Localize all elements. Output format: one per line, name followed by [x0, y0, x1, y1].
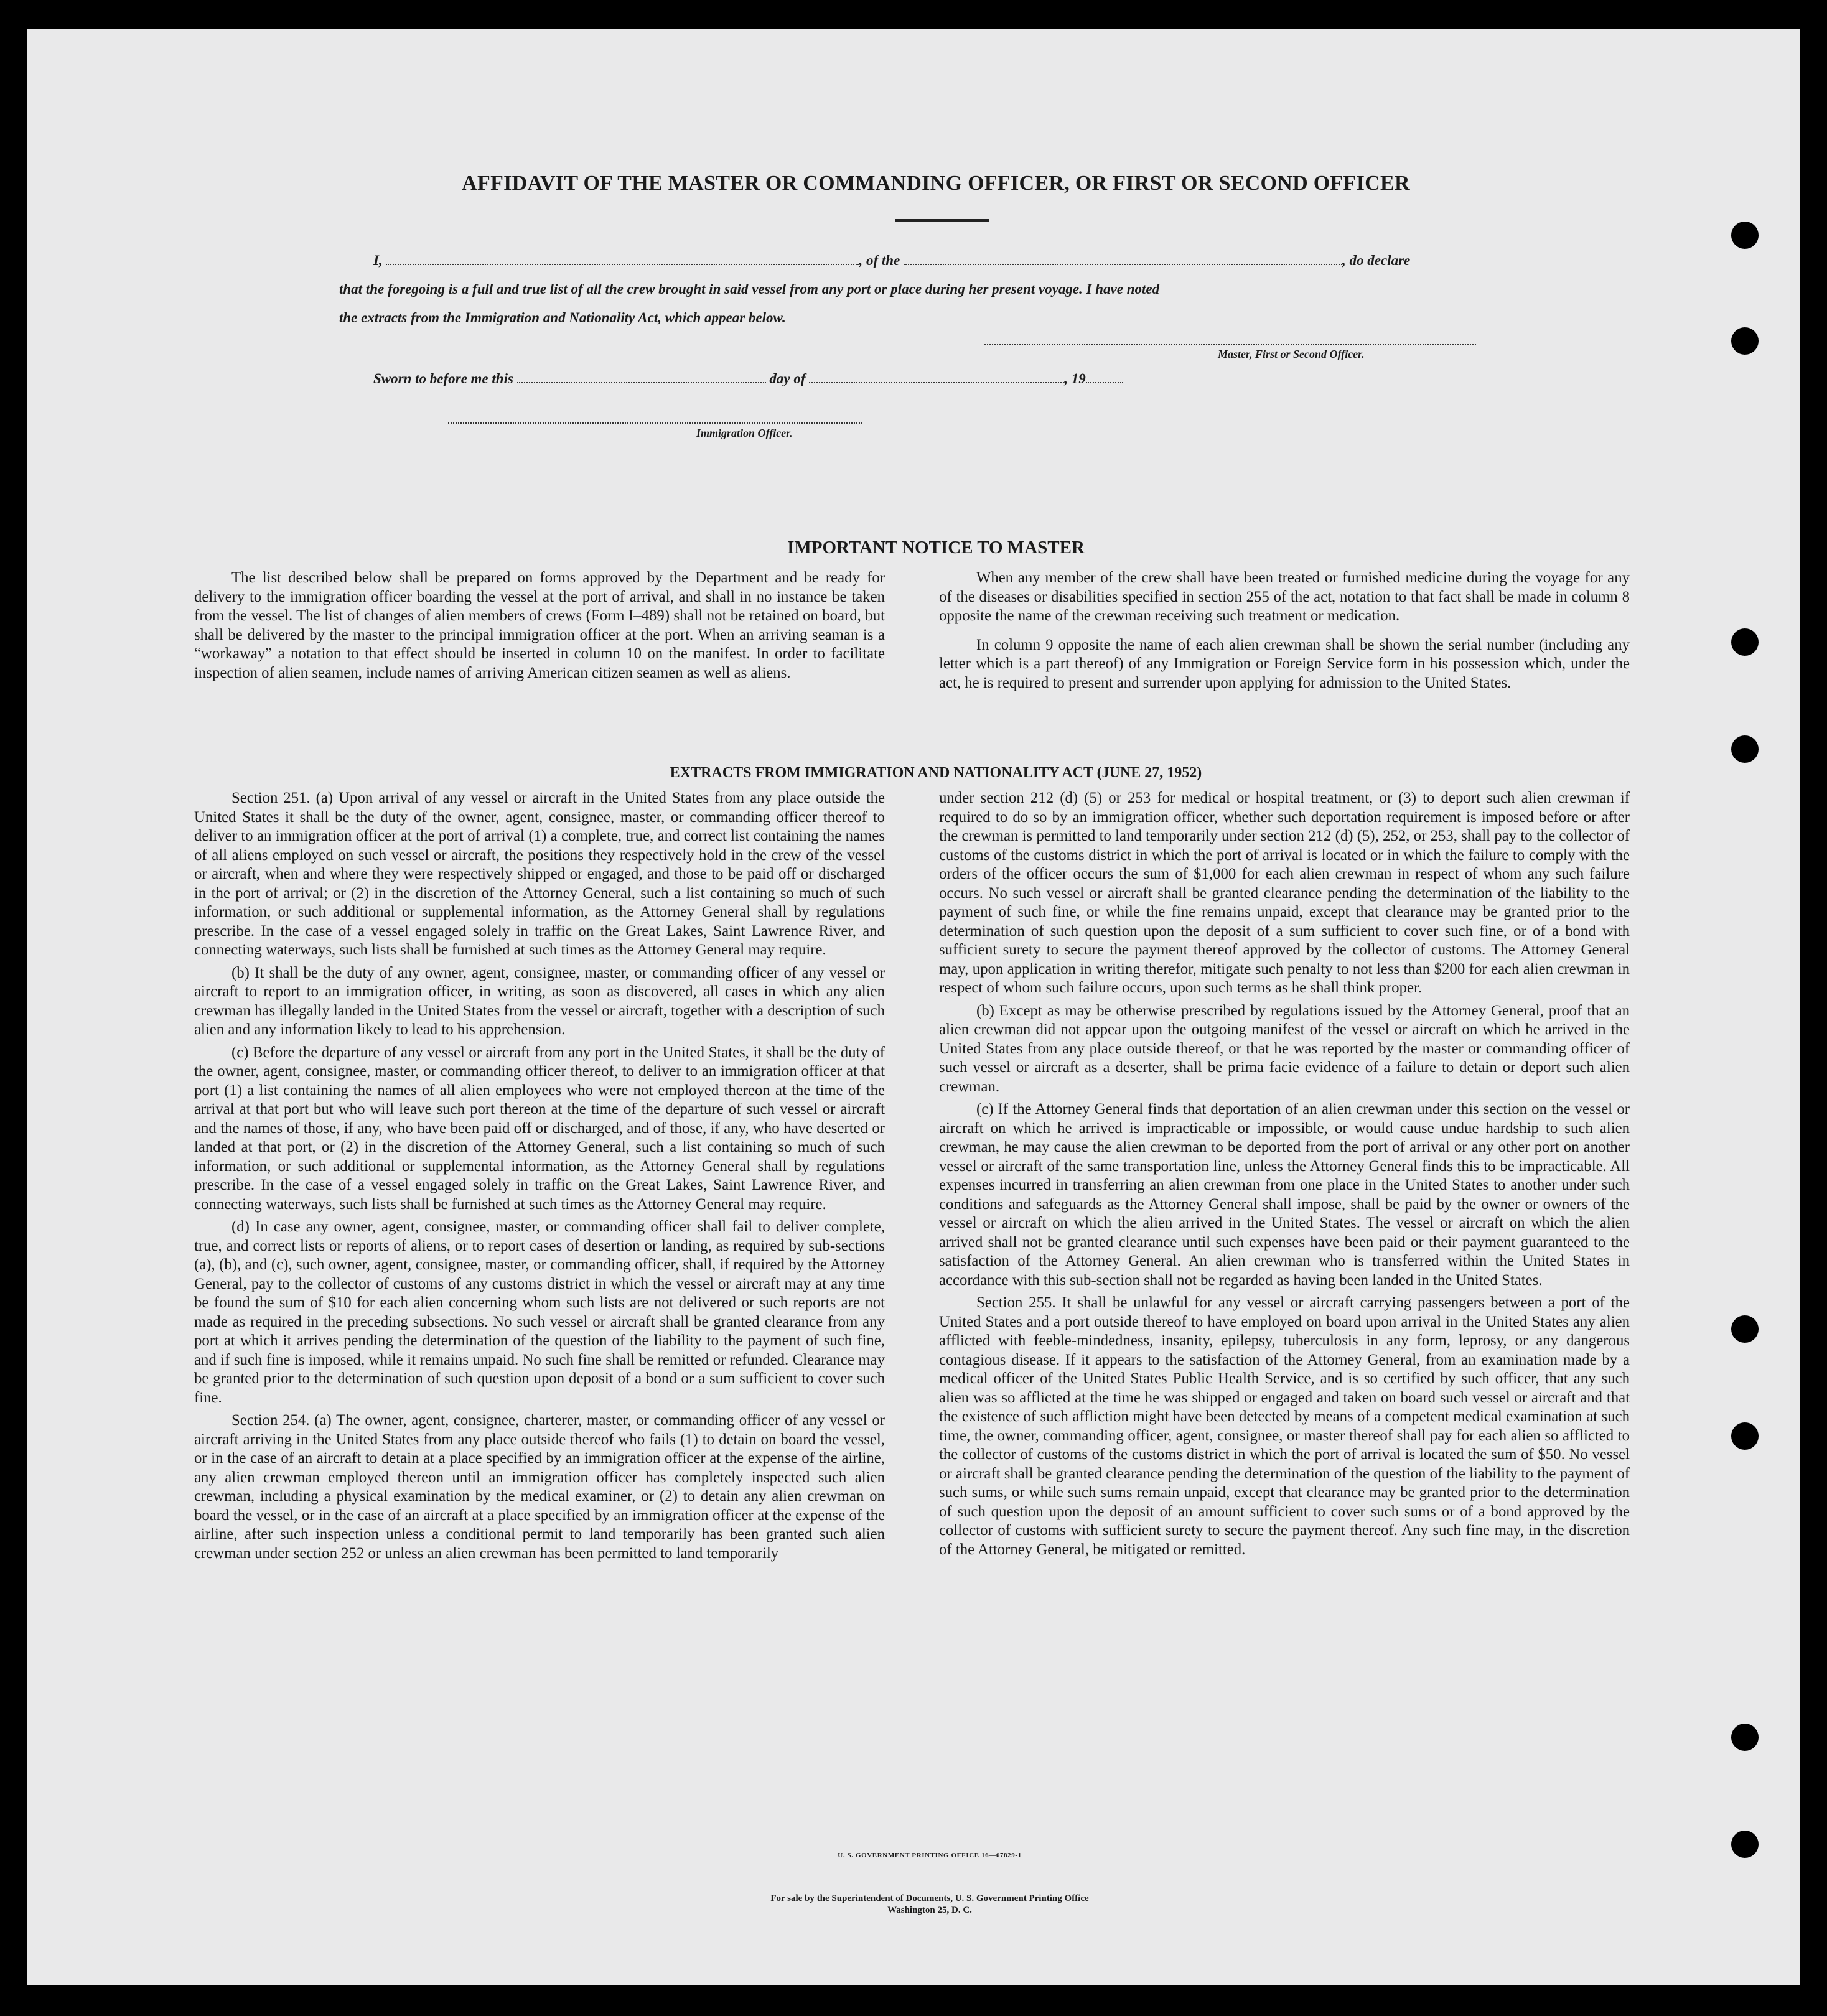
section-254-b: (b) Except as may be otherwise prescribed by regulations issued by the Attorney General, proof that an alien crewman did not appear upon the outgoing manifest of the vessel or aircraft on which he arrived in the United States from any place outside thereof, or that he was reported by the master or commanding officer of such vessel or aircraft as a deserter, shall be prima facie evidence of a failure to detain or deport such alien crewman.	[939, 1002, 1630, 1095]
declaration-line-1	[373, 253, 1410, 269]
sale-line-2: Washington 25, D. C.	[887, 1905, 972, 1915]
notice-left-column	[194, 569, 885, 683]
master-signature-line[interactable]	[984, 344, 1476, 345]
notice-right-column	[939, 569, 1630, 693]
extracts-left-column	[194, 789, 885, 1567]
sworn-day-of-label: day of	[769, 371, 806, 386]
vessel-name-field[interactable]	[904, 255, 1342, 265]
sale-notice	[587, 1893, 1272, 1916]
section-251-b: (b) It shall be the duty of any owner, agent, consignee, master, or commanding officer of any vessel or aircraft to report to an immigration officer, in writing, as soon as discovered, all cases in which any alien crewman has illegally landed in the United States from the vessel or aircraft, together with a description of such alien and any information likely to lead to his apprehension.	[194, 964, 885, 1038]
binder-hole	[1731, 628, 1759, 656]
gpo-imprint: U. S. GOVERNMENT PRINTING OFFICE 16—67829-1	[838, 1852, 1022, 1859]
notice-right-paragraph-2: In column 9 opposite the name of each alien crewman shall be shown the serial number (including any letter which is a part thereof) of any Immigration or Foreign Service form in his possession which, under the act, he is required to present and surrender upon applying for admission to the United States.	[939, 636, 1630, 691]
section-254-c: (c) If the Attorney General finds that deportation of an alien crewman under this section on the vessel or aircraft on which he arrived is impracticable or impossible, or would cause undue hardship to such alien crewman, he may cause the alien crewman to be deported from the port of arrival or any other port on another vessel or aircraft of the same transportation line, unless the Attorney General finds this to be impracticable. All expenses incurred in transferring an alien crewman from one place in the United States to another under such conditions and safeguards as the Attorney General shall impose, shall be paid by the owner or owners of the vessel or aircraft on which the alien arrived in the United States. The vessel or aircraft on which the alien arrived shall not be granted clearance until such expenses have been paid or their payment guaranteed to the satisfaction of the Attorney General. An alien crewman who is transferred within the United States in accordance with this sub-section shall not be regarded as having been landed in the United States.	[939, 1101, 1630, 1289]
declarant-name-field[interactable]	[386, 255, 859, 265]
declaration-line-2: that the foregoing is a full and true list of all the crew brought in said vessel from any port or place during her present voyage. I have noted	[339, 281, 1160, 297]
binder-hole	[1731, 1315, 1759, 1343]
binder-hole	[1731, 1724, 1759, 1751]
section-251-a: Section 251. (a) Upon arrival of any vessel or aircraft in the United States from any place outside the United States it shall be the duty of the owner, agent, consignee, master, or commanding officer thereof to deliver to an immigration officer at the port of arrival (1) a complete, true, and correct list containing the names of all aliens employed on such vessel or aircraft, the positions they respectively hold in the crew of the vessel or aircraft, when and where they were respectively shipped or engaged, and those to be paid off or discharged in the port of arrival; or (2) in the discretion of the Attorney General, such a list containing so much of such information, or such additional or supplemental information, as the Attorney General shall by regulations prescribe. In the case of a vessel engaged solely in traffic on the Great Lakes, Saint Lawrence River, and connecting waterways, such lists shall be furnished at such times as the Attorney General may require.	[194, 790, 885, 958]
extracts-right-column	[939, 789, 1630, 1563]
sworn-day-field[interactable]	[517, 373, 766, 383]
immigration-officer-label: Immigration Officer.	[696, 427, 793, 439]
master-signature-label: Master, First or Second Officer.	[1218, 348, 1365, 360]
binder-hole	[1731, 735, 1759, 763]
do-declare-label: , do declare	[1342, 253, 1411, 268]
sale-line-1: For sale by the Superintendent of Documents, U. S. Government Printing Office	[770, 1893, 1089, 1903]
title-rule	[895, 219, 989, 222]
declarant-label: I,	[373, 253, 383, 268]
declaration-line-3: the extracts from the Immigration and Nationality Act, which appear below.	[339, 310, 786, 325]
binder-hole	[1731, 222, 1759, 249]
section-251-d: (d) In case any owner, agent, consignee, master, or commanding officer shall fail to deliver complete, true, and correct lists or reports of aliens, or to report cases of desertion or landing, as required by sub-sections (a), (b), and (c), such owner, agent, consignee, master, or commanding officer, shall, if required by the Attorney General, pay to the collector of customs of any customs district in which the vessel or aircraft may at any time be found the sum of $10 for each alien concerning whom such lists are not delivered or such reports are not made as required in the preceding subsections. No such vessel or aircraft shall be granted clearance from any port at which it arrives pending the determination of the question of the liability to the payment of such fine, and if such fine is imposed, while it remains unpaid. No such fine shall be remitted or refunded. Clearance may be granted prior to the determination of such question upon deposit of a bond or a sum sufficient to cover such fine.	[194, 1218, 885, 1406]
binder-hole	[1731, 327, 1759, 355]
section-254-a: Section 254. (a) The owner, agent, consignee, charterer, master, or commanding officer of any vessel or aircraft arriving in the United States from any place outside thereof who fails (1) to detain on board the vessel, or in the case of an aircraft to detain at a place specified by an immigration officer at the expense of the airline, any alien crewman employed thereon until an immigration officer has completely inspected such alien crewman, including a physical examination by the medical examiner, or (2) to detain any alien crewman on board the vessel, or in the case of an aircraft at a place specified by an immigration officer at the expense of the airline, after such inspection unless a conditional permit to land temporarily has been granted such alien crewman under section 252 or unless an alien crewman has been permitted to land temporarily	[194, 1412, 885, 1562]
binder-hole	[1731, 1422, 1759, 1450]
notice-left-paragraph: The list described below shall be prepared on forms approved by the Department and be ready for delivery to the immigration officer boarding the vessel at the port of arrival, and shall in no instance be taken from the vessel. The list of changes of alien members of crews (Form I–489) shall not be retained on board, but shall be delivered by the master to the principal immigration officer at the port. When an arriving seaman is a “workaway” a notation to that effect should be inserted in column 10 on the manifest. In order to facilitate inspection of alien seamen, include names of arriving American citizen seamen as well as aliens.	[194, 569, 885, 681]
section-251-c: (c) Before the departure of any vessel or aircraft from any port in the United States, it shall be the duty of the owner, agent, consignee, master, or commanding officer thereof, to deliver to an immigration officer at that port (1) a list containing the names of all alien employees who were not employed thereon at the time of the arrival at that port but who will leave such port thereon at the time of the departure of such vessel or aircraft and the names of those, if any, who have been paid off or discharged, and of those, if any, who have deserted or landed at that port, or (2) in the discretion of the Attorney General, such a list containing so much of such information, or such additional or supplemental information, as the Attorney General shall by regulations prescribe. In the case of a vessel engaged solely in traffic on the Great Lakes, Saint Lawrence River, and connecting waterways, such lists shall be furnished at such times as the Attorney General may require.	[194, 1043, 885, 1213]
sworn-line	[373, 371, 1123, 387]
section-255: Section 255. It shall be unlawful for any vessel or aircraft carrying passengers between a port of the United States and a port outside thereof to have employed on board upon arrival in the United States any alien afflicted with feeble-mindedness, insanity, epilepsy, tuberculosis in any form, leprosy, or any dangerous contagious disease. If it appears to the satisfaction of the Attorney General, from an examination made by a medical officer of the United States Public Health Service, and is so certified by such officer, that any such alien was so afflicted at the time he was shipped or engaged and taken on board such vessel or aircraft and that the existence of such affliction might have been detected by means of a competent medical examination at such time, the owner, commanding officer, agent, consignee, or master thereof shall pay for each alien so afflicted to the collector of customs of the customs district in which the port of arrival is located the sum of $50. No vessel or aircraft shall be granted clearance pending the determination of the question of the liability to the payment of such sums, or while such sums remain unpaid, except that clearance may be granted prior to the determination of such question upon the deposit of an amount sufficient to cover such sums or of a bond approved by the collector of customs with sufficient surety to secure the payment thereof. Any such fine may, in the discretion of the Attorney General, be mitigated or remitted.	[939, 1294, 1630, 1558]
sworn-year-label: , 19	[1064, 371, 1086, 386]
affidavit-title: AFFIDAVIT OF THE MASTER OR COMMANDING OFFICER, OR FIRST OR SECOND OFFICER	[462, 172, 1410, 195]
binder-hole	[1731, 1831, 1759, 1858]
section-254-a-continued: under section 212 (d) (5) or 253 for medical or hospital treatment, or (3) to deport such alien crewman if required to do so by an immigration officer, whether such deportation requirement is imposed before or after the crewman is permitted to land temporarily under section 212 (d) (5), 252, or 253, shall pay to the collector of customs of the customs district in which the port of arrival is located or in which the failure to comply with the orders of the officer occurs the sum of $1,000 for each alien crewman in respect of whom any such failure occurs. No such vessel or aircraft shall be granted clearance pending the determination of the liability to the payment of such fine, or while the fine remains unpaid, except that clearance may be granted prior to the determination of such question upon the deposit of a sum sufficient to cover such fine, or of a bond with sufficient surety to secure the payment thereof approved by the collector of customs. The Attorney General may, upon application in writing therefor, mitigate such penalty to not less than $200 for each alien crewman in respect of whom such failure occurs, upon such terms as he shall think proper.	[939, 790, 1630, 996]
sworn-year-field[interactable]	[1086, 373, 1123, 383]
extracts-title: EXTRACTS FROM IMMIGRATION AND NATIONALITY ACT (JUNE 27, 1952)	[670, 765, 1202, 781]
sworn-month-field[interactable]	[809, 373, 1064, 383]
form-page	[27, 29, 1800, 1985]
of-the-label: , of the	[859, 253, 900, 268]
immigration-officer-signature-line[interactable]	[448, 422, 862, 424]
notice-title: IMPORTANT NOTICE TO MASTER	[787, 538, 1085, 558]
sworn-prefix: Sworn to before me this	[373, 371, 513, 386]
notice-right-paragraph-1: When any member of the crew shall have been treated or furnished medicine during the voyage for any of the diseases or disabilities specified in section 255 of the act, notation to that fact shall be made in column 8 opposite the name of the crewman receiving such treatment or medication.	[939, 569, 1630, 624]
